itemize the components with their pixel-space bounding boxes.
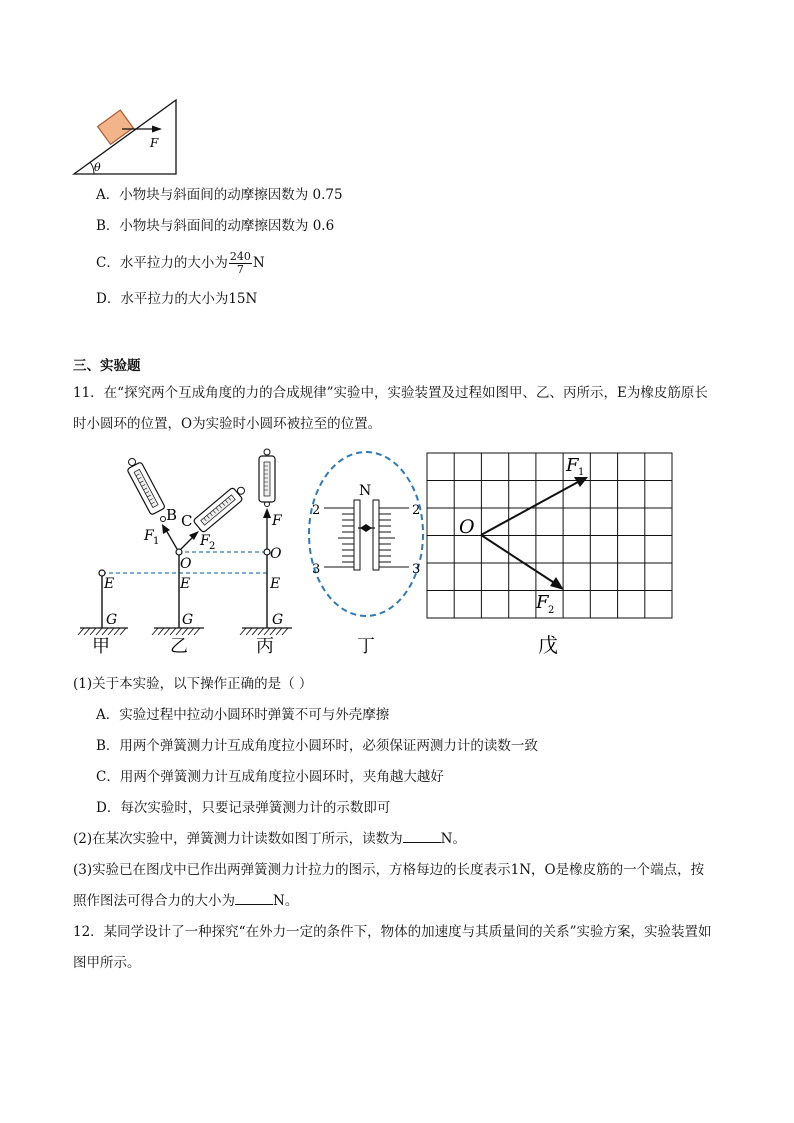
dial-tick-3-right: 3	[412, 562, 421, 577]
q10-option-d: D．水平拉力的大小为15N	[96, 291, 258, 307]
label-o-yi: O	[180, 556, 192, 572]
label-g-bing: G	[272, 612, 284, 628]
panel-label-bing: 丙	[256, 636, 274, 657]
q12-stem-line1: 12．某同学设计了一种探究“在外力一定的条件下，物体的加速度与其质量间的关系”实验方案，实验装置如	[73, 924, 712, 940]
answer-blank	[235, 892, 273, 905]
answer-blank	[403, 830, 441, 843]
panel-label-jia: 甲	[92, 636, 110, 657]
grid-label-f1-sub: 1	[578, 467, 585, 478]
experiment-figure	[76, 448, 680, 658]
label-e-yi: E	[180, 576, 191, 592]
label-c: C	[181, 512, 193, 530]
q11-sub3-line1: (3)实验已在图戊中已作出两弹簧测力计拉力的图示，方格每边的长度表示1N，O是橡皮筋的一个端点，按	[73, 862, 705, 878]
q11-sub1-stem: (1)关于本实验，以下操作正确的是（ ）	[73, 676, 313, 692]
grid-label-f2: F	[536, 592, 549, 613]
grid-label-f2-sub: 2	[548, 605, 555, 616]
q10-option-b: B．小物块与斜面间的动摩擦因数为 0.6	[96, 218, 335, 234]
q11-stem-line2: 时小圆环的位置，O为实验时小圆环被拉至的位置。	[73, 416, 382, 432]
label-f2-sub: 2	[209, 541, 216, 552]
q10-option-a: A．小物块与斜面间的动摩擦因数为 0.75	[96, 187, 343, 203]
force-label-f: F	[150, 136, 159, 150]
q11-stem-line1: 11．在“探究两个互成角度的力的合成规律”实验中，实验装置及过程如图甲、乙、丙所示，E为橡皮筋原长	[73, 385, 708, 401]
label-g-yi: G	[182, 612, 194, 628]
grid-label-f1: F	[566, 455, 579, 476]
q11-sub1-option-b: B．用两个弹簧测力计互成角度拉小圆环时，必须保证两测力计的读数一致	[96, 738, 538, 754]
label-f-bing: F	[272, 513, 282, 529]
q10-option-c: C．水平拉力的大小为 $\frac{240}{7}$ N	[96, 250, 265, 276]
incline-figure	[70, 96, 182, 178]
panel-label-ding: 丁	[357, 636, 375, 657]
q11-sub1-option-d: D．每次实验时，只要记录弹簧测力计的示数即可	[96, 800, 391, 816]
q11-sub1-option-c: C．用两个弹簧测力计互成角度拉小圆环时，夹角越大越好	[96, 769, 444, 785]
dial-tick-2-left: 2	[312, 503, 321, 518]
q12-stem-line2: 图甲所示。	[73, 955, 141, 971]
q11-sub2: (2)在某次实验中，弹簧测力计读数如图丁所示，读数为 N。	[73, 831, 466, 847]
section-title: 三、实验题	[73, 358, 141, 374]
dial-tick-2-right: 2	[412, 503, 421, 518]
label-b: B	[166, 506, 178, 524]
panel-label-wu: 戊	[538, 633, 558, 657]
dial-tick-3-left: 3	[312, 562, 321, 577]
fraction: $\frac{240}{7}$	[229, 250, 251, 276]
dial-title: N	[359, 483, 372, 499]
label-f2: F	[200, 533, 210, 549]
label-e-jia: E	[104, 576, 115, 592]
label-o-bing: O	[270, 546, 282, 562]
label-f1-sub: 1	[153, 536, 160, 547]
label-g-jia: G	[106, 612, 118, 628]
grid-label-o: O	[459, 516, 475, 538]
panel-label-yi: 乙	[170, 636, 188, 657]
label-f1: F	[144, 528, 154, 544]
q11-sub1-option-a: A．实验过程中拉动小圆环时弹簧不可与外壳摩擦	[96, 707, 390, 723]
angle-label-theta: θ	[94, 161, 101, 174]
label-e-bing: E	[270, 576, 281, 592]
q11-sub3-line2: 照作图法可得合力的大小为 N。	[73, 893, 299, 909]
